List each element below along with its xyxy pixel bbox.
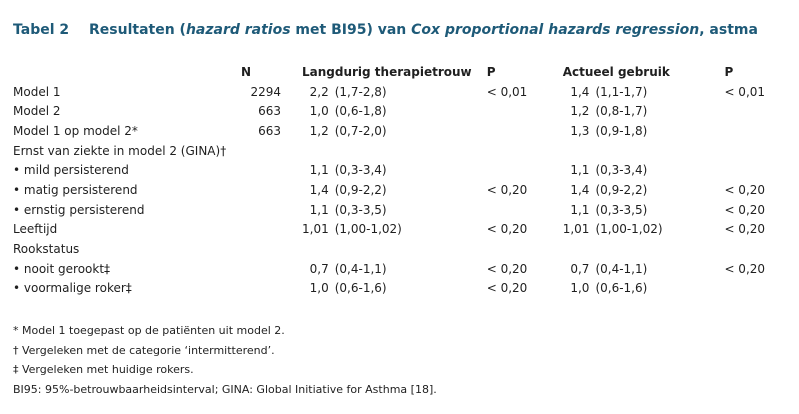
cell-p-langdurig (487, 160, 563, 180)
table-row (13, 160, 784, 180)
cell-hr-langdurig: 0,7 (309, 261, 329, 276)
cell-p-langdurig: < 0,20 (486, 182, 528, 197)
cell-hr-actueel: 1,0 (570, 281, 590, 296)
cell-ci-langdurig: (0,3-3,4) (334, 163, 387, 178)
cell-p-langdurig (487, 239, 563, 259)
cell-n (227, 200, 281, 220)
cell-p-langdurig: < 0,01 (486, 84, 528, 99)
cell-ci-actueel: (0,3-3,5) (595, 202, 648, 217)
cell-n (227, 220, 281, 240)
cell-p-langdurig (487, 121, 563, 141)
cell-n (227, 259, 281, 279)
cell-hr-langdurig: 1,01 (302, 222, 329, 237)
cell-p-actueel: < 0,20 (724, 261, 766, 276)
row-label: Ernst van ziekte in model 2 (GINA)† (13, 143, 227, 158)
table-caption (13, 22, 758, 38)
cell-p-actueel: < 0,20 (724, 182, 766, 197)
cell-ci-actueel: (1,1-1,7) (595, 84, 648, 99)
cell-n: 2294 (250, 84, 281, 99)
cell-ci-langdurig: (1,00-1,02) (334, 222, 402, 237)
cell-hr-actueel (563, 239, 590, 259)
footnotes (13, 321, 437, 399)
table-row (13, 141, 784, 161)
header-p1: P (486, 64, 496, 79)
cell-ci-actueel: (0,6-1,6) (595, 281, 648, 296)
header-p2: P (724, 64, 734, 79)
cell-ci-langdurig: (0,7-2,0) (334, 123, 387, 138)
header-actueel: Actueel gebruik (562, 64, 670, 79)
results-table (13, 62, 784, 298)
cell-hr-langdurig (302, 141, 329, 161)
row-label: Rookstatus (13, 242, 80, 257)
cell-p-actueel (724, 101, 784, 121)
cell-hr-actueel: 1,4 (570, 182, 590, 197)
cell-n (227, 160, 281, 180)
cell-hr-actueel: 1,3 (570, 123, 590, 138)
table-row (13, 239, 784, 259)
row-label: • nooit gerookt‡ (13, 261, 111, 276)
cell-p-actueel (724, 239, 784, 259)
cell-ci-actueel (589, 141, 724, 161)
cell-hr-actueel: 1,2 (570, 104, 590, 119)
cell-p-actueel: < 0,01 (724, 84, 766, 99)
cell-p-langdurig (487, 101, 563, 121)
footnote: † Vergeleken met de categorie ‘intermitterend’. (13, 343, 275, 357)
cell-n (227, 180, 281, 200)
table-row (13, 259, 784, 279)
cell-ci-actueel: (0,8-1,7) (595, 104, 648, 119)
cell-ci-langdurig: (0,9-2,2) (334, 182, 387, 197)
cell-p-actueel: < 0,20 (724, 202, 766, 217)
header-row (13, 62, 784, 82)
row-label: Leeftijd (13, 222, 58, 237)
cell-ci-langdurig: (0,4-1,1) (334, 261, 387, 276)
cell-p-actueel: < 0,20 (724, 222, 766, 237)
cell-p-actueel (724, 141, 784, 161)
cell-p-langdurig: < 0,20 (486, 222, 528, 237)
row-label: Model 1 (13, 84, 61, 99)
cell-p-langdurig (487, 200, 563, 220)
cell-ci-langdurig (329, 239, 487, 259)
cell-n (227, 141, 281, 161)
table-row (13, 200, 784, 220)
cell-n (227, 279, 281, 299)
cell-p-langdurig: < 0,20 (486, 261, 528, 276)
cell-n: 663 (258, 104, 281, 119)
table-body (13, 82, 784, 299)
row-label: • voormalige roker‡ (13, 281, 132, 296)
cell-ci-langdurig: (0,6-1,8) (334, 104, 387, 119)
caption-italic-1: hazard ratios (185, 22, 291, 38)
cell-ci-actueel: (0,9-2,2) (595, 182, 648, 197)
header-label (13, 62, 227, 82)
cell-hr-actueel: 1,1 (570, 202, 590, 217)
row-label: Model 1 op model 2* (13, 123, 138, 138)
row-label: • mild persisterend (13, 163, 129, 178)
footnote: BI95: 95%-betrouwbaarheidsinterval; GINA: Global Initiative for Asthma [18]. (13, 382, 437, 396)
row-label: • matig persisterend (13, 182, 138, 197)
cell-ci-actueel: (0,4-1,1) (595, 261, 648, 276)
cell-ci-actueel: (0,3-3,4) (595, 163, 648, 178)
table-row (13, 121, 784, 141)
cell-ci-actueel: (1,00-1,02) (595, 222, 663, 237)
cell-p-langdurig: < 0,20 (486, 281, 528, 296)
caption-text-1: Resultaten ( (89, 22, 186, 38)
caption-text-3: , astma (699, 22, 758, 38)
table-row (13, 220, 784, 240)
table-number: Tabel 2 (13, 22, 70, 38)
table-row (13, 180, 784, 200)
row-label: Model 2 (13, 104, 61, 119)
table-row (13, 279, 784, 299)
cell-hr-langdurig (302, 239, 329, 259)
cell-hr-langdurig: 1,1 (309, 163, 329, 178)
cell-hr-langdurig: 1,1 (309, 202, 329, 217)
header-langdurig: Langdurig therapietrouw (302, 64, 472, 79)
cell-ci-langdurig: (0,6-1,6) (334, 281, 387, 296)
cell-ci-langdurig: (1,7-2,8) (334, 84, 387, 99)
cell-hr-langdurig: 1,0 (309, 104, 329, 119)
cell-hr-actueel: 1,4 (570, 84, 590, 99)
cell-p-actueel (724, 121, 784, 141)
cell-p-actueel (724, 279, 784, 299)
row-label: • ernstig persisterend (13, 202, 145, 217)
cell-hr-langdurig: 1,4 (309, 182, 329, 197)
cell-hr-actueel: 1,1 (570, 163, 590, 178)
header-n: N (241, 64, 252, 79)
cell-p-actueel (724, 160, 784, 180)
cell-ci-actueel: (0,9-1,8) (595, 123, 648, 138)
table-row (13, 101, 784, 121)
cell-p-langdurig (487, 141, 563, 161)
footnote: * Model 1 toegepast op de patiënten uit model 2. (13, 324, 285, 337)
cell-hr-langdurig: 1,0 (309, 281, 329, 296)
caption-text-2: met BI95) van (290, 22, 412, 38)
cell-hr-actueel (563, 141, 590, 161)
cell-n: 663 (258, 123, 281, 138)
cell-hr-langdurig: 2,2 (309, 84, 329, 99)
cell-ci-langdurig (329, 141, 487, 161)
cell-hr-langdurig: 1,2 (309, 123, 329, 138)
caption-italic-2: Cox proportional hazards regression (411, 22, 700, 38)
cell-ci-langdurig: (0,3-3,5) (334, 202, 387, 217)
cell-ci-actueel (589, 239, 724, 259)
cell-hr-actueel: 0,7 (570, 261, 590, 276)
table-row (13, 82, 784, 102)
footnote: ‡ Vergeleken met huidige rokers. (13, 363, 194, 376)
cell-hr-actueel: 1,01 (562, 222, 590, 237)
cell-n (227, 239, 281, 259)
